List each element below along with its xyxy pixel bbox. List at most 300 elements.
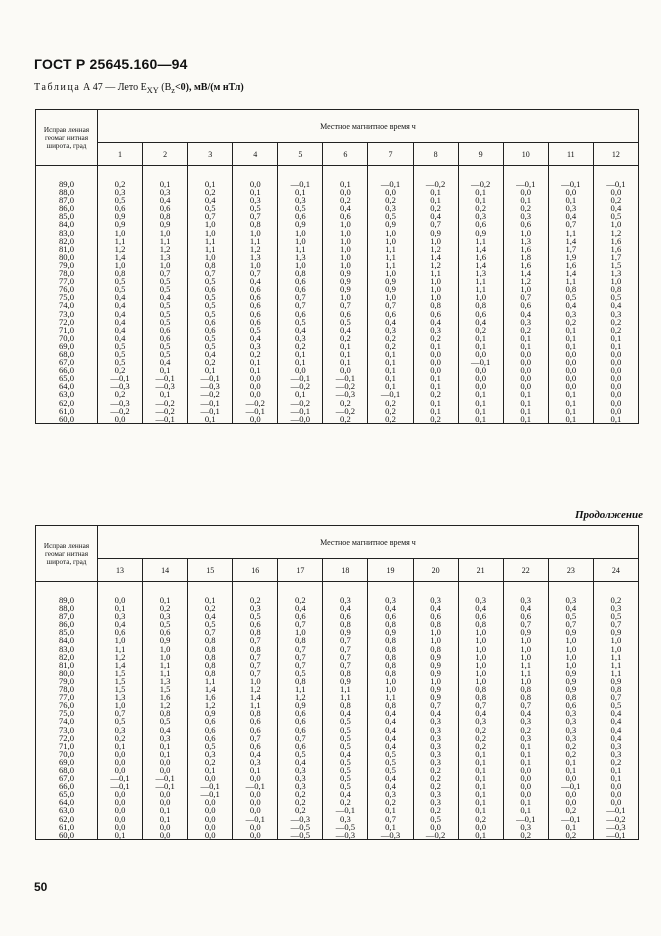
value-cell: 1,7 bbox=[548, 245, 593, 253]
value-cell: 1,4 bbox=[548, 269, 593, 277]
value-cell: 0,0 bbox=[98, 806, 143, 814]
value-cell: 0,5 bbox=[143, 301, 188, 309]
value-cell: 0,7 bbox=[278, 653, 323, 661]
value-cell: 0,2 bbox=[323, 415, 368, 424]
value-cell: 0,5 bbox=[233, 326, 278, 334]
value-cell: 0,1 bbox=[548, 399, 593, 407]
latitude-cell: 64,0 bbox=[36, 382, 98, 390]
value-cell: 1,0 bbox=[188, 229, 233, 237]
value-cell: —0,3 bbox=[323, 831, 368, 840]
value-cell: 0,1 bbox=[548, 415, 593, 424]
value-cell: 0,3 bbox=[458, 212, 503, 220]
value-cell: 0,6 bbox=[278, 310, 323, 318]
value-cell: —0,2 bbox=[323, 407, 368, 415]
data-table-2 bbox=[35, 525, 639, 840]
value-cell: 0,3 bbox=[278, 782, 323, 790]
value-cell: 1,0 bbox=[143, 653, 188, 661]
value-cell: 0,7 bbox=[413, 220, 458, 228]
value-cell: 0,5 bbox=[188, 620, 233, 628]
value-cell: 1,0 bbox=[98, 701, 143, 709]
hour-header: 18 bbox=[323, 559, 368, 582]
value-cell: 0,1 bbox=[458, 782, 503, 790]
value-cell: 0,9 bbox=[368, 285, 413, 293]
value-cell: 1,1 bbox=[413, 269, 458, 277]
table-row bbox=[36, 742, 639, 750]
value-cell: 0,1 bbox=[233, 188, 278, 196]
value-cell: 0,7 bbox=[98, 709, 143, 717]
table-row bbox=[36, 229, 639, 237]
value-cell: 0,7 bbox=[143, 269, 188, 277]
value-cell: 1,0 bbox=[593, 636, 638, 644]
value-cell: 1,6 bbox=[593, 245, 638, 253]
value-cell: 0,0 bbox=[278, 366, 323, 374]
value-cell: 0,0 bbox=[503, 374, 548, 382]
latitude-cell: 87,0 bbox=[36, 612, 98, 620]
hour-header: 13 bbox=[98, 559, 143, 582]
table-row bbox=[36, 334, 639, 342]
value-cell: 0,1 bbox=[368, 382, 413, 390]
value-cell: —0,1 bbox=[233, 815, 278, 823]
value-cell: 1,4 bbox=[188, 685, 233, 693]
latitude-cell: 73,0 bbox=[36, 310, 98, 318]
value-cell: 0,0 bbox=[548, 374, 593, 382]
value-cell: 0,0 bbox=[593, 798, 638, 806]
value-cell: 0,3 bbox=[503, 318, 548, 326]
value-cell: —0,1 bbox=[98, 774, 143, 782]
value-cell: 0,0 bbox=[503, 366, 548, 374]
table-row bbox=[36, 350, 639, 358]
value-cell: 1,1 bbox=[458, 237, 503, 245]
value-cell: 0,6 bbox=[368, 310, 413, 318]
value-cell: 0,1 bbox=[458, 415, 503, 424]
value-cell: 0,0 bbox=[233, 806, 278, 814]
value-cell: 0,9 bbox=[323, 277, 368, 285]
value-cell: 0,1 bbox=[458, 334, 503, 342]
value-cell: 0,2 bbox=[368, 196, 413, 204]
value-cell: 0,7 bbox=[368, 301, 413, 309]
value-cell: 0,1 bbox=[458, 806, 503, 814]
table-row bbox=[36, 261, 639, 269]
value-cell: 0,8 bbox=[98, 269, 143, 277]
value-cell: 0,6 bbox=[278, 726, 323, 734]
table-label: Таблица bbox=[34, 82, 81, 93]
value-cell: 0,7 bbox=[233, 269, 278, 277]
value-cell: 0,5 bbox=[98, 717, 143, 725]
value-cell: 0,1 bbox=[323, 358, 368, 366]
value-cell: 0,1 bbox=[368, 350, 413, 358]
latitude-cell: 79,0 bbox=[36, 677, 98, 685]
latitude-cell: 80,0 bbox=[36, 669, 98, 677]
value-cell: 1,2 bbox=[278, 693, 323, 701]
value-cell: 0,4 bbox=[413, 604, 458, 612]
value-cell: 0,2 bbox=[413, 774, 458, 782]
value-cell: 1,7 bbox=[593, 253, 638, 261]
value-cell: 1,0 bbox=[323, 293, 368, 301]
value-cell: 0,4 bbox=[368, 709, 413, 717]
value-cell: 0,4 bbox=[143, 358, 188, 366]
value-cell: 0,0 bbox=[98, 750, 143, 758]
value-cell: 0,5 bbox=[323, 318, 368, 326]
latitude-cell: 86,0 bbox=[36, 204, 98, 212]
table-row bbox=[36, 806, 639, 814]
value-cell: 0,7 bbox=[503, 293, 548, 301]
value-cell: 0,1 bbox=[278, 390, 323, 398]
latitude-cell: 62,0 bbox=[36, 399, 98, 407]
value-cell: 1,6 bbox=[458, 253, 503, 261]
value-cell: 0,0 bbox=[233, 374, 278, 382]
table-row bbox=[36, 196, 639, 204]
value-cell: —0,5 bbox=[278, 823, 323, 831]
value-cell: 0,0 bbox=[503, 382, 548, 390]
value-cell: 1,0 bbox=[188, 220, 233, 228]
value-cell: 0,4 bbox=[593, 734, 638, 742]
latitude-cell: 66,0 bbox=[36, 782, 98, 790]
value-cell: 0,2 bbox=[323, 196, 368, 204]
value-cell: 0,1 bbox=[278, 358, 323, 366]
table-row bbox=[36, 709, 639, 717]
value-cell: 0,1 bbox=[458, 188, 503, 196]
value-cell: 1,2 bbox=[593, 229, 638, 237]
value-cell: 0,2 bbox=[413, 782, 458, 790]
value-cell: 0,0 bbox=[143, 831, 188, 840]
value-cell: —0,1 bbox=[548, 782, 593, 790]
value-cell: 0,3 bbox=[593, 750, 638, 758]
value-cell: —0,2 bbox=[98, 407, 143, 415]
value-cell: 0,4 bbox=[368, 726, 413, 734]
value-cell: 0,0 bbox=[503, 774, 548, 782]
value-cell: 1,1 bbox=[98, 645, 143, 653]
value-cell: 0,2 bbox=[458, 726, 503, 734]
value-cell: 0,1 bbox=[548, 766, 593, 774]
value-cell: 0,1 bbox=[323, 342, 368, 350]
value-cell: 1,0 bbox=[98, 261, 143, 269]
value-cell: 1,0 bbox=[278, 261, 323, 269]
value-cell: 1,0 bbox=[143, 261, 188, 269]
value-cell: 0,2 bbox=[548, 742, 593, 750]
value-cell: —0,5 bbox=[323, 823, 368, 831]
value-cell: 0,9 bbox=[368, 628, 413, 636]
value-cell: 0,1 bbox=[98, 604, 143, 612]
value-cell: 0,0 bbox=[323, 366, 368, 374]
value-cell: 1,1 bbox=[233, 701, 278, 709]
table-row bbox=[36, 628, 639, 636]
latitude-cell: 88,0 bbox=[36, 188, 98, 196]
value-cell: 0,2 bbox=[368, 415, 413, 424]
latitude-cell: 68,0 bbox=[36, 766, 98, 774]
value-cell: 0,2 bbox=[188, 758, 233, 766]
latitude-cell: 86,0 bbox=[36, 620, 98, 628]
value-cell: 0,9 bbox=[503, 628, 548, 636]
value-cell: 0,7 bbox=[503, 701, 548, 709]
value-cell: 0,7 bbox=[233, 669, 278, 677]
value-cell: 0,5 bbox=[143, 620, 188, 628]
value-cell: 0,5 bbox=[143, 318, 188, 326]
value-cell: 0,5 bbox=[143, 717, 188, 725]
value-cell: 0,7 bbox=[188, 212, 233, 220]
hour-header: 21 bbox=[458, 559, 503, 582]
value-cell: 0,0 bbox=[143, 823, 188, 831]
value-cell: 0,6 bbox=[233, 726, 278, 734]
value-cell: 1,2 bbox=[98, 245, 143, 253]
document-code: ГОСТ Р 25645.160—94 bbox=[34, 56, 188, 72]
value-cell: 0,0 bbox=[548, 774, 593, 782]
table-row bbox=[36, 726, 639, 734]
value-cell: 0,6 bbox=[458, 310, 503, 318]
value-cell: —0,1 bbox=[188, 399, 233, 407]
value-cell: 1,0 bbox=[503, 645, 548, 653]
latitude-cell: 79,0 bbox=[36, 261, 98, 269]
latitude-cell: 72,0 bbox=[36, 734, 98, 742]
value-cell: 0,6 bbox=[413, 612, 458, 620]
value-cell: 0,6 bbox=[233, 285, 278, 293]
value-cell: —0,1 bbox=[323, 806, 368, 814]
table-row bbox=[36, 285, 639, 293]
value-cell: 0,1 bbox=[548, 342, 593, 350]
value-cell: 0,2 bbox=[458, 815, 503, 823]
value-cell: 0,9 bbox=[413, 693, 458, 701]
value-cell: 0,8 bbox=[503, 693, 548, 701]
value-cell: 1,0 bbox=[323, 220, 368, 228]
value-cell: 0,1 bbox=[413, 374, 458, 382]
value-cell: 0,1 bbox=[593, 415, 638, 424]
value-cell: —0,1 bbox=[503, 815, 548, 823]
value-cell: 1,0 bbox=[413, 237, 458, 245]
value-cell: 0,1 bbox=[188, 366, 233, 374]
table-row bbox=[36, 277, 639, 285]
value-cell: 0,1 bbox=[188, 415, 233, 424]
value-cell: —0,2 bbox=[233, 399, 278, 407]
value-cell: 1,0 bbox=[368, 685, 413, 693]
value-cell: —0,3 bbox=[188, 382, 233, 390]
table-row bbox=[36, 645, 639, 653]
value-cell: 0,7 bbox=[323, 301, 368, 309]
value-cell: 0,5 bbox=[323, 782, 368, 790]
value-cell: 0,5 bbox=[593, 612, 638, 620]
value-cell: 0,4 bbox=[593, 301, 638, 309]
value-cell: 0,8 bbox=[593, 685, 638, 693]
value-cell: 0,7 bbox=[458, 701, 503, 709]
hour-header: 19 bbox=[368, 559, 413, 582]
latitude-cell: 89,0 bbox=[36, 166, 98, 189]
latitude-cell: 73,0 bbox=[36, 726, 98, 734]
value-cell: 0,4 bbox=[233, 277, 278, 285]
value-cell: 0,2 bbox=[413, 204, 458, 212]
value-cell: —0,1 bbox=[188, 782, 233, 790]
latitude-cell: 75,0 bbox=[36, 293, 98, 301]
value-cell: 0,6 bbox=[323, 310, 368, 318]
value-cell: 0,7 bbox=[188, 269, 233, 277]
value-cell: 0,7 bbox=[278, 661, 323, 669]
value-cell: 0,8 bbox=[368, 636, 413, 644]
value-cell: 0,3 bbox=[323, 582, 368, 605]
value-cell: —0,1 bbox=[98, 782, 143, 790]
latitude-cell: 72,0 bbox=[36, 318, 98, 326]
value-cell: 0,0 bbox=[548, 382, 593, 390]
value-cell: 0,5 bbox=[188, 310, 233, 318]
latitude-cell: 74,0 bbox=[36, 301, 98, 309]
hour-header: 22 bbox=[503, 559, 548, 582]
table-row bbox=[36, 212, 639, 220]
latitude-cell: 84,0 bbox=[36, 220, 98, 228]
value-cell: 0,0 bbox=[548, 358, 593, 366]
value-cell: 1,0 bbox=[278, 229, 323, 237]
value-cell: 0,1 bbox=[143, 366, 188, 374]
value-cell: 0,7 bbox=[323, 636, 368, 644]
value-cell: 0,5 bbox=[188, 301, 233, 309]
value-cell: 0,2 bbox=[413, 415, 458, 424]
value-cell: 0,0 bbox=[503, 766, 548, 774]
value-cell: 0,1 bbox=[143, 815, 188, 823]
value-cell: 0,3 bbox=[593, 310, 638, 318]
value-cell: 0,5 bbox=[323, 774, 368, 782]
value-cell: 1,1 bbox=[548, 229, 593, 237]
value-cell: 0,7 bbox=[368, 815, 413, 823]
value-cell: 0,0 bbox=[323, 188, 368, 196]
value-cell: 0,4 bbox=[188, 350, 233, 358]
value-cell: 0,9 bbox=[143, 636, 188, 644]
value-cell: 0,6 bbox=[188, 326, 233, 334]
value-cell: 1,0 bbox=[368, 293, 413, 301]
value-cell: 0,2 bbox=[548, 318, 593, 326]
value-cell: 0,4 bbox=[503, 604, 548, 612]
value-cell: 0,7 bbox=[233, 661, 278, 669]
value-cell: 0,4 bbox=[368, 604, 413, 612]
hour-header: 11 bbox=[548, 143, 593, 166]
value-cell: 0,0 bbox=[503, 782, 548, 790]
value-cell: 1,0 bbox=[458, 669, 503, 677]
value-cell: 0,0 bbox=[593, 366, 638, 374]
value-cell: —0,2 bbox=[278, 399, 323, 407]
value-cell: 0,7 bbox=[593, 693, 638, 701]
latitude-cell: 69,0 bbox=[36, 758, 98, 766]
value-cell: 0,3 bbox=[278, 774, 323, 782]
value-cell: 0,0 bbox=[188, 831, 233, 840]
table-row bbox=[36, 604, 639, 612]
hour-header: 7 bbox=[368, 143, 413, 166]
value-cell: 0,9 bbox=[323, 285, 368, 293]
value-cell: 1,0 bbox=[413, 285, 458, 293]
value-cell: 0,9 bbox=[368, 277, 413, 285]
value-cell: 0,2 bbox=[413, 334, 458, 342]
table-row bbox=[36, 407, 639, 415]
value-cell: 0,0 bbox=[548, 790, 593, 798]
value-cell: 0,3 bbox=[143, 612, 188, 620]
table-row bbox=[36, 245, 639, 253]
value-cell: 0,0 bbox=[548, 188, 593, 196]
value-cell: 0,1 bbox=[323, 350, 368, 358]
value-cell: 0,3 bbox=[323, 815, 368, 823]
value-cell: 0,4 bbox=[413, 318, 458, 326]
latitude-cell: 76,0 bbox=[36, 285, 98, 293]
value-cell: 1,1 bbox=[458, 277, 503, 285]
value-cell: 0,0 bbox=[98, 823, 143, 831]
value-cell: 0,7 bbox=[548, 620, 593, 628]
value-cell: 0,5 bbox=[323, 726, 368, 734]
hour-header: 9 bbox=[458, 143, 503, 166]
value-cell: 0,1 bbox=[593, 334, 638, 342]
latitude-cell: 69,0 bbox=[36, 342, 98, 350]
value-cell: 0,2 bbox=[548, 806, 593, 814]
value-cell: 0,6 bbox=[503, 612, 548, 620]
value-cell: 0,3 bbox=[503, 734, 548, 742]
value-cell: 0,2 bbox=[368, 407, 413, 415]
value-cell: 0,4 bbox=[458, 604, 503, 612]
value-cell: 0,6 bbox=[323, 612, 368, 620]
value-cell: 0,6 bbox=[188, 734, 233, 742]
value-cell: 1,1 bbox=[278, 245, 323, 253]
value-cell: 0,1 bbox=[593, 766, 638, 774]
value-cell: —0,1 bbox=[368, 166, 413, 189]
value-cell: 0,0 bbox=[458, 366, 503, 374]
value-cell: 0,8 bbox=[188, 669, 233, 677]
value-cell: 0,7 bbox=[278, 301, 323, 309]
value-cell: 0,6 bbox=[278, 277, 323, 285]
value-cell: 0,0 bbox=[233, 798, 278, 806]
value-cell: 0,0 bbox=[233, 831, 278, 840]
value-cell: 1,4 bbox=[413, 253, 458, 261]
value-cell: 0,0 bbox=[413, 358, 458, 366]
value-cell: —0,1 bbox=[503, 166, 548, 189]
value-cell: 1,1 bbox=[503, 661, 548, 669]
value-cell: 1,0 bbox=[458, 653, 503, 661]
value-cell: 0,6 bbox=[278, 717, 323, 725]
value-cell: 0,1 bbox=[188, 166, 233, 189]
value-cell: 0,2 bbox=[323, 798, 368, 806]
value-cell: 0,3 bbox=[593, 742, 638, 750]
value-cell: 0,7 bbox=[233, 212, 278, 220]
value-cell: 0,8 bbox=[278, 269, 323, 277]
value-cell: 0,4 bbox=[98, 293, 143, 301]
value-cell: 0,1 bbox=[593, 342, 638, 350]
value-cell: —0,1 bbox=[233, 782, 278, 790]
value-cell: 0,5 bbox=[323, 758, 368, 766]
value-cell: 0,4 bbox=[368, 717, 413, 725]
value-cell: 0,2 bbox=[503, 726, 548, 734]
value-cell: 0,6 bbox=[278, 742, 323, 750]
value-cell: 1,4 bbox=[98, 661, 143, 669]
page-number: 50 bbox=[34, 880, 48, 894]
value-cell: —0,1 bbox=[548, 166, 593, 189]
value-cell: 0,1 bbox=[548, 196, 593, 204]
value-cell: 0,8 bbox=[368, 661, 413, 669]
value-cell: 0,3 bbox=[188, 750, 233, 758]
latitude-cell: 60,0 bbox=[36, 415, 98, 424]
value-cell: 0,0 bbox=[233, 166, 278, 189]
value-cell: 1,5 bbox=[143, 685, 188, 693]
value-cell: 0,1 bbox=[368, 366, 413, 374]
value-cell: 1,1 bbox=[323, 693, 368, 701]
value-cell: 1,6 bbox=[548, 261, 593, 269]
value-cell: 0,8 bbox=[188, 661, 233, 669]
value-cell: 0,3 bbox=[278, 334, 323, 342]
value-cell: 1,1 bbox=[368, 253, 413, 261]
value-cell: 0,5 bbox=[188, 277, 233, 285]
value-cell: 0,8 bbox=[233, 628, 278, 636]
value-cell: 0,3 bbox=[458, 582, 503, 605]
value-cell: 0,3 bbox=[548, 204, 593, 212]
value-cell: 0,3 bbox=[458, 717, 503, 725]
value-cell: 0,0 bbox=[548, 350, 593, 358]
value-cell: 1,0 bbox=[323, 229, 368, 237]
value-cell: 1,0 bbox=[143, 645, 188, 653]
value-cell: 0,5 bbox=[143, 285, 188, 293]
value-cell: —0,2 bbox=[143, 399, 188, 407]
value-cell: 0,3 bbox=[368, 582, 413, 605]
value-cell: —0,1 bbox=[548, 815, 593, 823]
value-cell: —0,3 bbox=[278, 815, 323, 823]
value-cell: 0,1 bbox=[458, 758, 503, 766]
latitude-cell: 84,0 bbox=[36, 636, 98, 644]
